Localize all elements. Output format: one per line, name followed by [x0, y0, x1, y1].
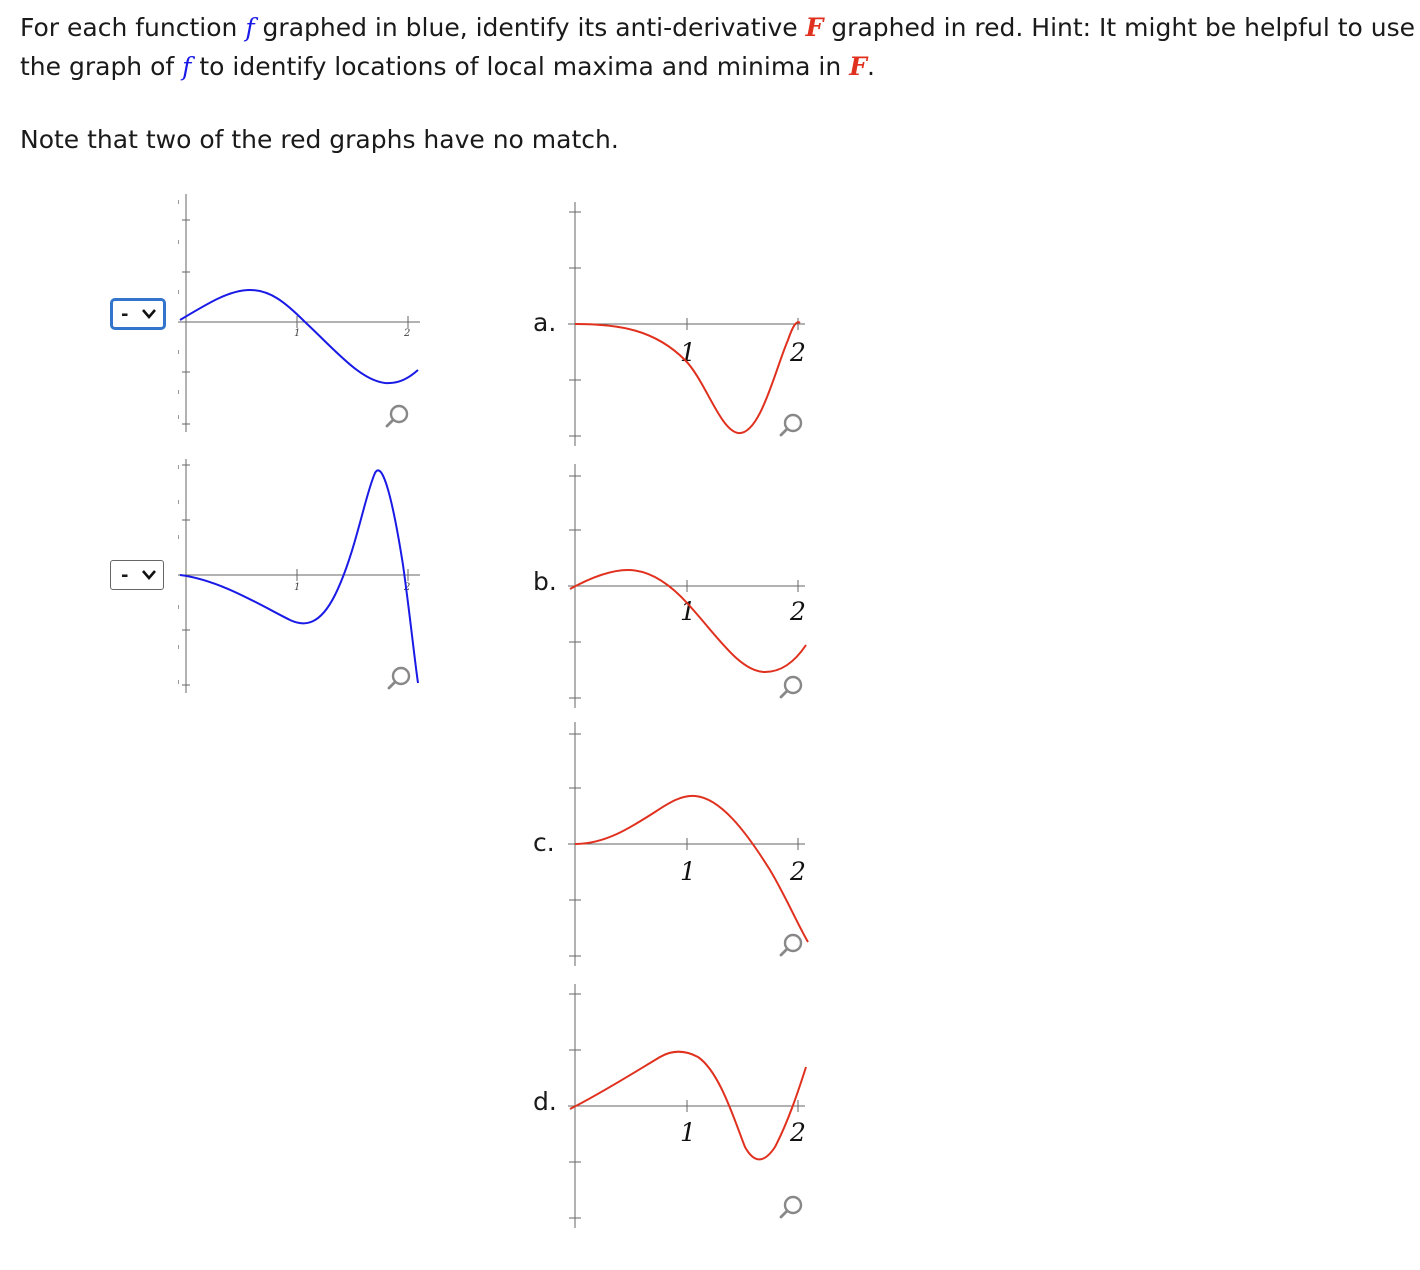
question-part: For each function — [20, 13, 246, 42]
tick-label-2: 2 — [790, 857, 806, 886]
tick-label-2: 2 — [790, 338, 806, 367]
tick-label-2: 2 — [404, 582, 411, 593]
red-graph-c — [560, 720, 820, 970]
magnifier-icon[interactable] — [781, 935, 801, 955]
red-graph-d — [560, 982, 820, 1232]
question-note: Note that two of the red graphs have no match. — [20, 125, 619, 154]
answer-dropdown-2[interactable] — [110, 560, 164, 590]
blue-curve-2 — [180, 470, 418, 683]
magnifier-icon[interactable] — [781, 415, 801, 435]
tick-label-2: 2 — [790, 1118, 806, 1147]
blue-graph-2 — [170, 455, 430, 700]
math-f: f — [245, 13, 255, 42]
option-label-c: c. — [533, 828, 555, 857]
math-F: F — [849, 52, 867, 81]
red-graph-b — [560, 462, 820, 712]
option-label-b: b. — [533, 567, 557, 596]
magnifier-icon[interactable] — [781, 1197, 801, 1217]
math-F: F — [805, 13, 824, 42]
dropdown-value: - — [121, 564, 129, 586]
dropdown-value: - — [121, 303, 129, 325]
tick-label-1: 1 — [680, 1118, 696, 1147]
chevron-down-icon — [142, 309, 156, 319]
magnifier-icon[interactable] — [389, 668, 409, 688]
math-f: f — [182, 52, 192, 81]
magnifier-icon[interactable] — [387, 406, 407, 426]
blue-graph-1 — [170, 190, 430, 440]
tick-label-1: 1 — [680, 338, 696, 367]
tick-label-1: 1 — [680, 597, 696, 626]
question-part: . — [866, 52, 875, 81]
tick-label-2: 2 — [790, 597, 806, 626]
question-part: to identify locations of local maxima and minima in — [191, 52, 850, 81]
tick-label-1: 1 — [680, 857, 696, 886]
chevron-down-icon — [142, 570, 156, 580]
option-label-d: d. — [533, 1087, 557, 1116]
tick-label-1: 1 — [294, 582, 301, 593]
question-part: graphed in red. Hint: It might be helpful to use the graph of — [20, 13, 1416, 81]
question-text — [20, 8, 1415, 86]
magnifier-icon[interactable] — [781, 677, 801, 697]
answer-dropdown-1[interactable] — [110, 298, 166, 330]
option-label-a: a. — [533, 308, 557, 337]
question-part: graphed in blue, identify its anti-derivative — [254, 13, 806, 42]
red-graph-a — [560, 200, 820, 450]
tick-label-2: 2 — [404, 328, 411, 339]
tick-label-1: 1 — [294, 328, 301, 339]
